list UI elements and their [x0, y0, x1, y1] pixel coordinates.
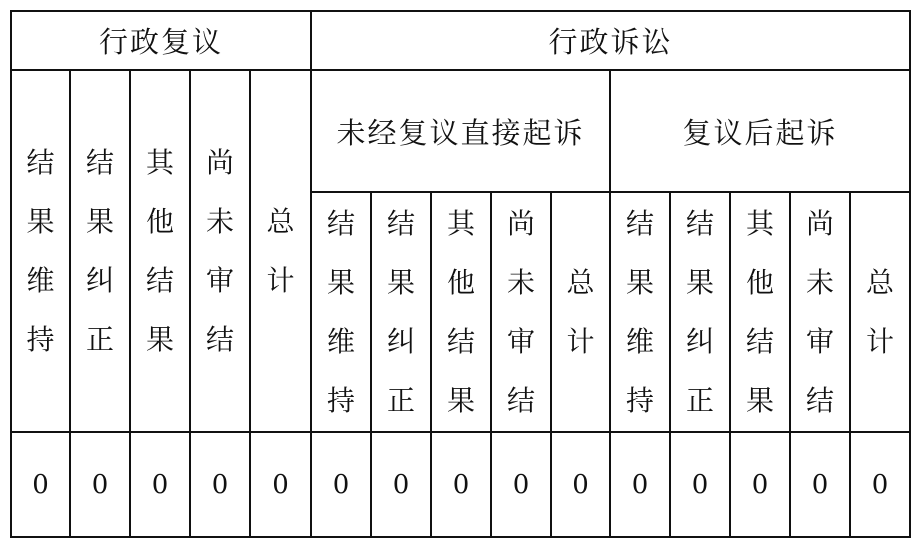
admin-litigation-header: 行政诉讼	[311, 11, 910, 70]
value-cell: 0	[250, 432, 311, 537]
value-cell: 0	[850, 432, 910, 537]
value-cell: 0	[431, 432, 491, 537]
review-col-header: 结果维持	[11, 70, 70, 432]
direct-col-header: 总计	[551, 192, 610, 432]
value-cell: 0	[551, 432, 610, 537]
after-review-suit-header: 复议后起诉	[610, 70, 910, 192]
after-col-header: 其他结果	[730, 192, 790, 432]
value-cell: 0	[790, 432, 850, 537]
after-col-header: 结果维持	[610, 192, 670, 432]
value-cell: 0	[730, 432, 790, 537]
after-col-header: 尚未审结	[790, 192, 850, 432]
review-col-header: 总计	[250, 70, 311, 432]
direct-col-header: 结果维持	[311, 192, 371, 432]
value-cell: 0	[70, 432, 130, 537]
value-cell: 0	[491, 432, 551, 537]
value-cell: 0	[610, 432, 670, 537]
review-col-header: 尚未审结	[190, 70, 250, 432]
value-cell: 0	[130, 432, 190, 537]
direct-col-header: 结果纠正	[371, 192, 431, 432]
value-cell: 0	[670, 432, 730, 537]
value-cell: 0	[11, 432, 70, 537]
after-col-header: 结果纠正	[670, 192, 730, 432]
direct-suit-header: 未经复议直接起诉	[311, 70, 610, 192]
direct-col-header: 其他结果	[431, 192, 491, 432]
value-cell: 0	[371, 432, 431, 537]
after-col-header: 总计	[850, 192, 910, 432]
direct-col-header: 尚未审结	[491, 192, 551, 432]
value-cell: 0	[190, 432, 250, 537]
statistics-table	[10, 10, 911, 538]
admin-review-header: 行政复议	[11, 11, 311, 70]
value-cell: 0	[311, 432, 371, 537]
review-col-header: 其他结果	[130, 70, 190, 432]
review-col-header: 结果纠正	[70, 70, 130, 432]
